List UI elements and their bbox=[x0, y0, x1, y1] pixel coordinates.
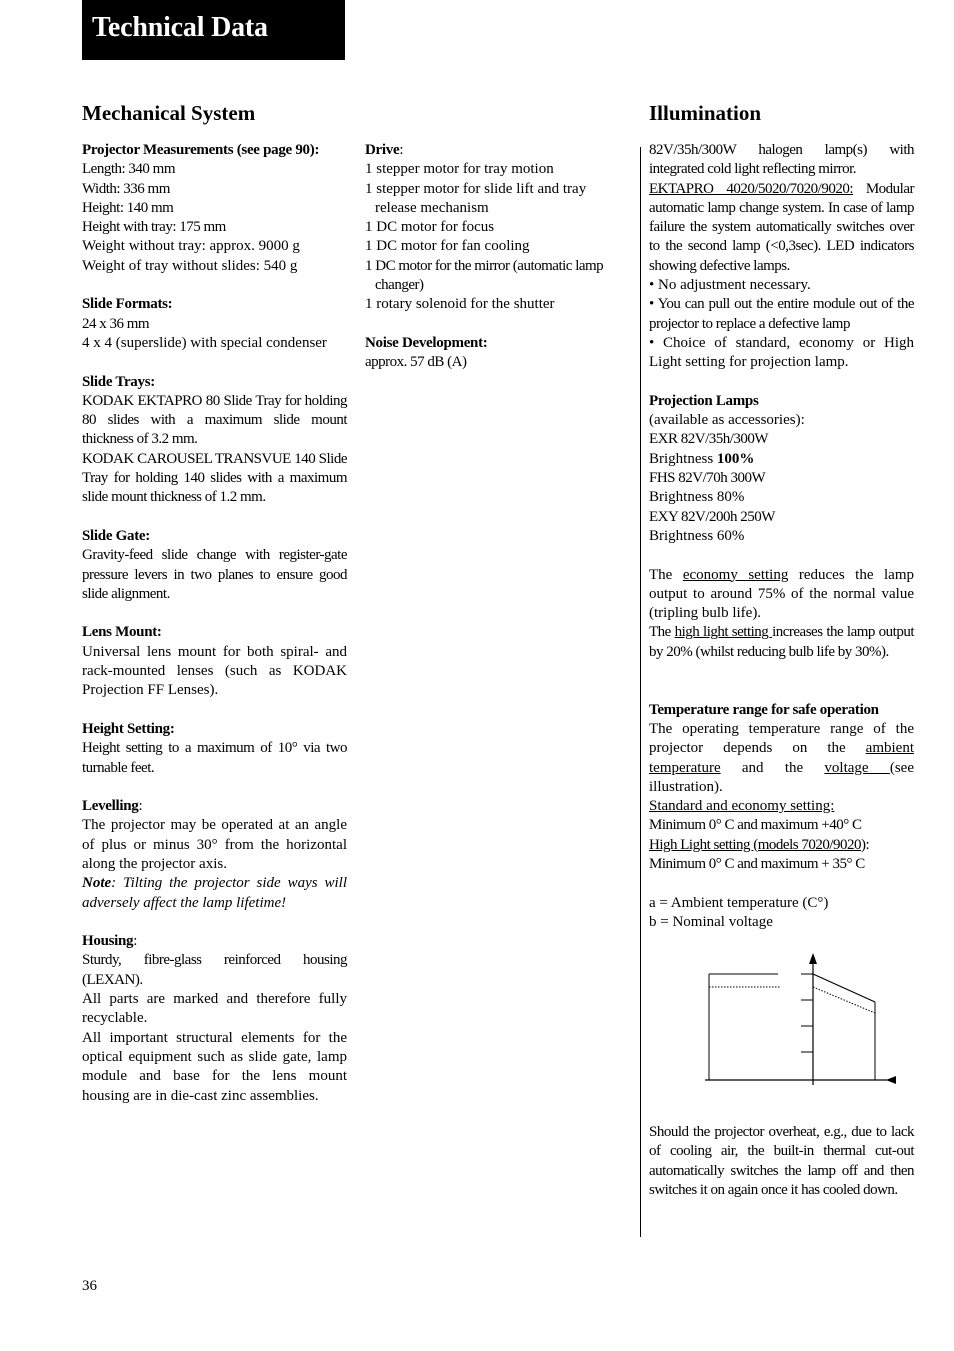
standard-setting-label: Standard and economy setting: bbox=[649, 798, 835, 815]
economy-post: reduces the lamp output to around 75% of the normal value (tripling bulb life). bbox=[649, 566, 915, 622]
overheat-paragraph: Should the projector overheat, e.g., due to lack of cooling air, the built-in thermal cut-out automatically switches the lamp off and then switches it on again once it has cooled down. bbox=[649, 1124, 914, 1198]
housing-paragraph: All parts are marked and therefore fully recyclable. bbox=[82, 991, 347, 1027]
measurements-heading: Projector Measurements (see page 90): bbox=[82, 142, 320, 158]
drive-colon: : bbox=[399, 142, 404, 158]
models-link: EKTAPRO 4020/5020/7020/9020: bbox=[649, 180, 853, 197]
bullet-item: • No adjustment necessary. bbox=[649, 277, 811, 294]
legend-b: b = Nominal voltage bbox=[649, 913, 773, 930]
note-label: Note bbox=[82, 875, 112, 892]
drive-item: 1 DC motor for focus bbox=[365, 219, 495, 236]
slide-trays-paragraph: KODAK EKTAPRO 80 Slide Tray for holding 80 slides with a maximum slide mount thickness of 3.2 mm. bbox=[82, 392, 347, 448]
slide-format-line: 24 x 36 mm bbox=[82, 315, 150, 332]
highlight-pre: The bbox=[649, 624, 675, 641]
lens-mount-heading: Lens Mount: bbox=[82, 624, 162, 641]
noise-heading: Noise Development: bbox=[365, 334, 488, 351]
illumination-column bbox=[649, 141, 914, 932]
standard-range: Minimum 0° C and maximum +40° C bbox=[649, 817, 862, 834]
lamp-brightness: Brightness 60% bbox=[649, 527, 745, 544]
temperature-paragraph bbox=[649, 720, 914, 797]
measurement-line: Height: 140 mm bbox=[82, 199, 174, 216]
economy-pre: The bbox=[649, 566, 683, 583]
highlight-range: Minimum 0° C and maximum + 35° C bbox=[649, 855, 865, 872]
economy-paragraph bbox=[649, 566, 914, 624]
lamp-type: EXY 82V/200h 250W bbox=[649, 508, 775, 525]
lamp-type: FHS 82V/70h 300W bbox=[649, 470, 766, 487]
housing-paragraph: Sturdy, fibre-glass reinforced housing (LEXAN). bbox=[82, 952, 347, 988]
column-divider bbox=[640, 147, 641, 1237]
bullet-item: • Choice of standard, economy or High Light setting for projection lamp. bbox=[649, 334, 914, 371]
drive-heading-line bbox=[365, 141, 610, 160]
note-paragraph bbox=[82, 874, 347, 913]
drive-item: 1 DC motor for fan cooling bbox=[365, 238, 530, 255]
lamps-subheading: (available as accessories): bbox=[649, 412, 805, 429]
high-light-derating-line bbox=[813, 987, 875, 1013]
drive-item: 1 stepper motor for tray motion bbox=[365, 161, 554, 178]
models-text: Modular automatic lamp change system. In case of lamp failure the system automatically switches over to the second lamp (<0,3sec). LED indicators showing defective lamps. bbox=[649, 180, 914, 274]
temp-mid: and the bbox=[720, 759, 825, 776]
temp-pre: The operating temperature range of the projector depends on the bbox=[649, 720, 914, 757]
projection-lamps-heading: Projection Lamps bbox=[649, 392, 759, 409]
lamp-brightness-value: 100% bbox=[716, 450, 755, 467]
mechanical-column-1 bbox=[82, 141, 347, 1106]
page-number: 36 bbox=[82, 1278, 97, 1294]
height-setting-heading: Height Setting: bbox=[82, 720, 175, 737]
header-title-bar bbox=[82, 0, 345, 60]
slide-gate-heading: Slide Gate: bbox=[82, 527, 150, 544]
housing-heading-line bbox=[82, 932, 347, 951]
note-text: : Tilting the projector side ways will adversely affect the lamp lifetime! bbox=[82, 875, 347, 911]
illumination-heading: Illumination bbox=[649, 101, 762, 125]
mechanical-system-heading: Mechanical System bbox=[82, 101, 256, 125]
highlight-post: increases the lamp output by 20% (whilst reducing bulb life by 30%). bbox=[649, 624, 915, 660]
overheat-section bbox=[649, 1123, 914, 1200]
page-title: Technical Data bbox=[92, 12, 268, 43]
lamp-brightness: Brightness 80% bbox=[649, 489, 745, 506]
highlight-paragraph bbox=[649, 623, 914, 662]
voltage-link: voltage bbox=[824, 759, 890, 776]
measurement-line: Height with tray: 175 mm bbox=[82, 219, 226, 236]
mechanical-column-2 bbox=[365, 141, 610, 373]
highlight-setting-colon: : bbox=[865, 836, 870, 853]
housing-paragraph: All important structural elements for the optical equipment such as slide gate, lamp module and base for the lens mount housing are in die-cast zinc assemblies. bbox=[82, 1029, 347, 1104]
lamp-change-paragraph bbox=[649, 180, 914, 276]
y-axis-arrow-icon bbox=[809, 953, 817, 964]
lamp-brightness-label: Brightness bbox=[649, 450, 717, 467]
levelling-heading: Levelling bbox=[82, 798, 139, 815]
slide-format-line: 4 x 4 (superslide) with special condenser bbox=[82, 334, 327, 351]
temperature-voltage-diagram bbox=[700, 950, 900, 1090]
measurement-line: Weight of tray without slides: 540 g bbox=[82, 257, 298, 274]
drive-item: 1 DC motor for the mirror (automatic lamp changer) bbox=[365, 257, 604, 294]
highlight-setting-line bbox=[649, 836, 914, 855]
lamp-brightness-line bbox=[649, 450, 914, 469]
slide-gate-paragraph: Gravity-feed slide change with register-gate pressure levers in two planes to ensure good slide alignment. bbox=[82, 547, 347, 602]
slide-trays-paragraph: KODAK CAROUSEL TRANSVUE 140 Slide Tray for holding 140 slides with a maximum slide mount thickness of 1.2 mm. bbox=[82, 450, 347, 506]
ambient-temperature-link: ambient temperature bbox=[649, 740, 914, 776]
measurement-line: Weight without tray: approx. 9000 g bbox=[82, 238, 300, 255]
x-axis-arrow-icon bbox=[886, 1076, 896, 1084]
drive-item: 1 stepper motor for slide lift and tray release mechanism bbox=[365, 180, 587, 216]
high-light-setting-link: high light setting bbox=[674, 624, 773, 641]
slide-trays-heading: Slide Trays: bbox=[82, 373, 155, 390]
highlight-setting-label: High Light setting (models 7020/9020) bbox=[649, 836, 866, 853]
drive-heading: Drive bbox=[365, 142, 400, 158]
measurement-line: Length: 340 mm bbox=[82, 161, 175, 178]
temperature-range-heading: Temperature range for safe operation bbox=[649, 701, 879, 718]
bullet-item: • You can pull out the entire module out of the projector to replace a defective lamp bbox=[649, 296, 914, 332]
lens-mount-paragraph: Universal lens mount for both spiral- and rack-mounted lenses (such as KODAK Projection FF Lenses). bbox=[82, 643, 347, 699]
measurement-line: Width: 336 mm bbox=[82, 180, 170, 197]
levelling-colon: : bbox=[138, 798, 143, 815]
levelling-heading-line bbox=[82, 797, 347, 816]
slide-formats-heading: Slide Formats: bbox=[82, 296, 173, 313]
noise-value: approx. 57 dB (A) bbox=[365, 354, 467, 371]
economy-setting-link: economy setting bbox=[682, 566, 789, 583]
legend-a: a = Ambient temperature (C°) bbox=[649, 894, 829, 911]
intro-paragraph: 82V/35h/300W halogen lamp(s) with integrated cold light reflecting mirror. bbox=[649, 142, 914, 178]
standard-derating-line bbox=[813, 974, 875, 1002]
housing-colon: : bbox=[133, 933, 138, 950]
lamp-type: EXR 82V/35h/300W bbox=[649, 431, 769, 448]
housing-heading: Housing bbox=[82, 933, 134, 950]
height-setting-paragraph: Height setting to a maximum of 10° via two turnable feet. bbox=[82, 740, 347, 776]
levelling-paragraph: The projector may be operated at an angle of plus or minus 30° from the horizontal along the projector axis. bbox=[82, 817, 347, 872]
drive-item: 1 rotary solenoid for the shutter bbox=[365, 296, 555, 313]
temp-post: (see illustration). bbox=[649, 759, 914, 795]
